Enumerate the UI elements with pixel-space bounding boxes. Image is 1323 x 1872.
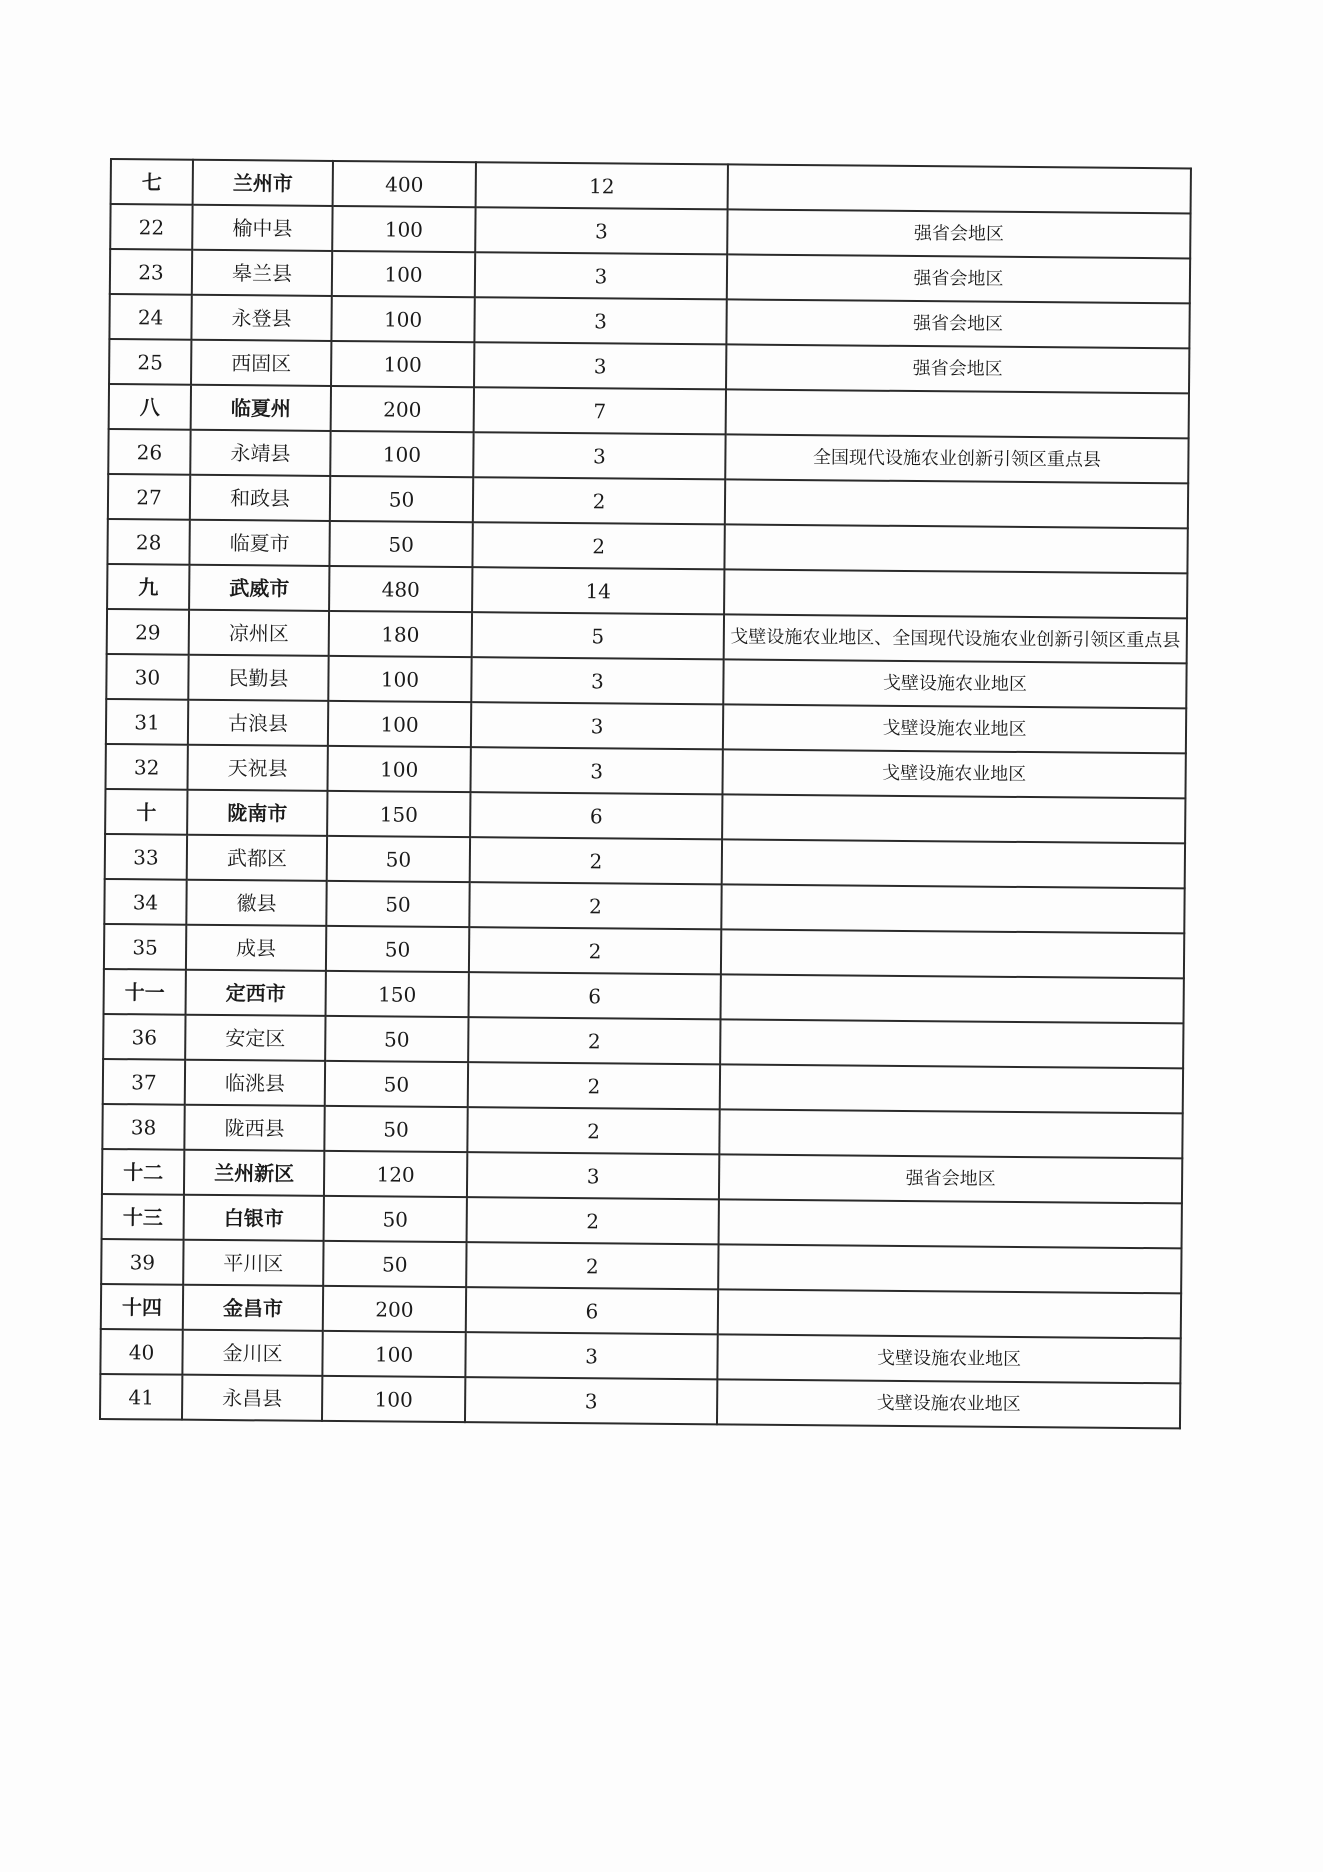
count-value: 3	[467, 1152, 719, 1199]
row-index: 十四	[101, 1284, 183, 1330]
row-index: 31	[106, 699, 188, 745]
remark-note	[725, 479, 1188, 528]
row-index: 28	[107, 519, 189, 565]
remark-note: 戈壁设施农业地区	[723, 704, 1186, 753]
area-value: 200	[331, 386, 474, 432]
remark-note	[724, 524, 1187, 573]
row-index: 27	[108, 474, 190, 520]
allocation-table	[99, 158, 1192, 1429]
region-name: 民勤县	[188, 655, 328, 701]
region-name: 成县	[186, 925, 326, 971]
region-name: 兰州市	[193, 160, 333, 206]
area-value: 100	[330, 431, 473, 477]
remark-note	[728, 164, 1191, 213]
area-value: 50	[324, 1106, 467, 1152]
area-value: 50	[324, 1196, 467, 1242]
count-value: 6	[470, 792, 722, 839]
region-name: 金昌市	[183, 1285, 323, 1331]
count-value: 2	[473, 477, 725, 524]
row-index: 34	[104, 879, 186, 925]
row-index: 37	[103, 1059, 185, 1105]
count-value: 3	[473, 432, 725, 479]
count-value: 3	[471, 702, 723, 749]
region-name: 永登县	[191, 295, 331, 341]
remark-note	[719, 1109, 1182, 1158]
region-name: 平川区	[183, 1240, 323, 1286]
row-index: 33	[105, 834, 187, 880]
area-value: 50	[326, 881, 469, 927]
region-name: 天祝县	[187, 745, 327, 791]
area-value: 100	[328, 701, 471, 747]
region-name: 凉州区	[189, 610, 329, 656]
row-index: 八	[109, 384, 191, 430]
remark-note: 戈壁设施农业地区、全国现代设施农业创新引领区重点县	[724, 614, 1187, 663]
area-value: 100	[332, 206, 475, 252]
area-value: 50	[329, 521, 472, 567]
row-index: 十一	[104, 969, 186, 1015]
region-name: 徽县	[186, 880, 326, 926]
area-value: 100	[328, 656, 471, 702]
count-value: 2	[472, 522, 724, 569]
region-name: 古浪县	[188, 700, 328, 746]
table-container	[99, 158, 1190, 1429]
region-name: 陇南市	[187, 790, 327, 836]
area-value: 400	[333, 161, 476, 207]
count-value: 3	[475, 207, 727, 254]
region-name: 临洮县	[185, 1060, 325, 1106]
remark-note: 戈壁设施农业地区	[723, 659, 1186, 708]
row-index: 29	[107, 609, 189, 655]
table-row	[100, 1374, 1180, 1428]
remark-note	[722, 794, 1185, 843]
row-index: 十二	[102, 1149, 184, 1195]
count-value: 6	[466, 1287, 718, 1334]
region-name: 榆中县	[192, 205, 332, 251]
count-value: 3	[474, 297, 726, 344]
region-name: 永昌县	[182, 1375, 322, 1421]
area-value: 50	[325, 1016, 468, 1062]
area-value: 50	[326, 926, 469, 972]
region-name: 武威市	[189, 565, 329, 611]
count-value: 3	[465, 1377, 717, 1424]
remark-note	[722, 839, 1185, 888]
remark-note	[718, 1289, 1181, 1338]
region-name: 定西市	[186, 970, 326, 1016]
table-body	[100, 159, 1191, 1428]
count-value: 2	[468, 1017, 720, 1064]
region-name: 兰州新区	[184, 1150, 324, 1196]
remark-note	[726, 389, 1189, 438]
region-name: 临夏市	[189, 520, 329, 566]
area-value: 50	[327, 836, 470, 882]
row-index: 25	[109, 339, 191, 385]
area-value: 480	[329, 566, 472, 612]
row-index: 十	[105, 789, 187, 835]
row-index: 22	[110, 204, 192, 250]
count-value: 2	[469, 882, 721, 929]
count-value: 2	[469, 927, 721, 974]
count-value: 7	[474, 387, 726, 434]
remark-note	[724, 569, 1187, 618]
count-value: 2	[470, 837, 722, 884]
remark-note	[718, 1244, 1181, 1293]
row-index: 十三	[102, 1194, 184, 1240]
area-value: 100	[327, 746, 470, 792]
remark-note	[721, 884, 1184, 933]
region-name: 皋兰县	[192, 250, 332, 296]
row-index: 41	[100, 1374, 182, 1420]
count-value: 14	[472, 567, 724, 614]
remark-note	[719, 1199, 1182, 1248]
region-name: 永靖县	[190, 430, 330, 476]
count-value: 3	[465, 1332, 717, 1379]
region-name: 西固区	[191, 340, 331, 386]
area-value: 180	[329, 611, 472, 657]
remark-note: 全国现代设施农业创新引领区重点县	[725, 434, 1188, 483]
area-value: 100	[331, 341, 474, 387]
row-index: 35	[104, 924, 186, 970]
area-value: 100	[331, 296, 474, 342]
remark-note	[721, 974, 1184, 1023]
remark-note: 强省会地区	[726, 299, 1189, 348]
region-name: 和政县	[190, 475, 330, 521]
area-value: 200	[323, 1286, 466, 1332]
remark-note: 强省会地区	[719, 1154, 1182, 1203]
area-value: 50	[330, 476, 473, 522]
remark-note	[721, 929, 1184, 978]
area-value: 50	[323, 1241, 466, 1287]
count-value: 2	[466, 1242, 718, 1289]
row-index: 24	[109, 294, 191, 340]
count-value: 3	[471, 657, 723, 704]
remark-note: 强省会地区	[727, 209, 1190, 258]
count-value: 6	[469, 972, 721, 1019]
remark-note: 戈壁设施农业地区	[722, 749, 1185, 798]
area-value: 150	[327, 791, 470, 837]
count-value: 3	[475, 252, 727, 299]
remark-note	[720, 1019, 1183, 1068]
area-value: 50	[325, 1061, 468, 1107]
row-index: 36	[103, 1014, 185, 1060]
count-value: 2	[468, 1062, 720, 1109]
row-index: 32	[105, 744, 187, 790]
row-index: 40	[100, 1329, 182, 1375]
remark-note: 戈壁设施农业地区	[717, 1334, 1180, 1383]
area-value: 100	[332, 251, 475, 297]
count-value: 12	[476, 162, 728, 209]
area-value: 100	[322, 1376, 465, 1422]
region-name: 白银市	[184, 1195, 324, 1241]
remark-note: 戈壁设施农业地区	[717, 1379, 1180, 1428]
row-index: 30	[106, 654, 188, 700]
count-value: 2	[467, 1197, 719, 1244]
count-value: 3	[470, 747, 722, 794]
area-value: 120	[324, 1151, 467, 1197]
region-name: 金川区	[182, 1330, 322, 1376]
count-value: 3	[474, 342, 726, 389]
row-index: 23	[110, 249, 192, 295]
remark-note: 强省会地区	[726, 344, 1189, 393]
region-name: 安定区	[185, 1015, 325, 1061]
remark-note: 强省会地区	[727, 254, 1190, 303]
row-index: 39	[101, 1239, 183, 1285]
area-value: 150	[326, 971, 469, 1017]
area-value: 100	[322, 1331, 465, 1377]
row-index: 九	[107, 564, 189, 610]
count-value: 2	[467, 1107, 719, 1154]
row-index: 26	[108, 429, 190, 475]
region-name: 武都区	[187, 835, 327, 881]
row-index: 38	[102, 1104, 184, 1150]
region-name: 陇西县	[184, 1105, 324, 1151]
row-index: 七	[111, 159, 193, 205]
region-name: 临夏州	[191, 385, 331, 431]
count-value: 5	[472, 612, 724, 659]
remark-note	[720, 1064, 1183, 1113]
